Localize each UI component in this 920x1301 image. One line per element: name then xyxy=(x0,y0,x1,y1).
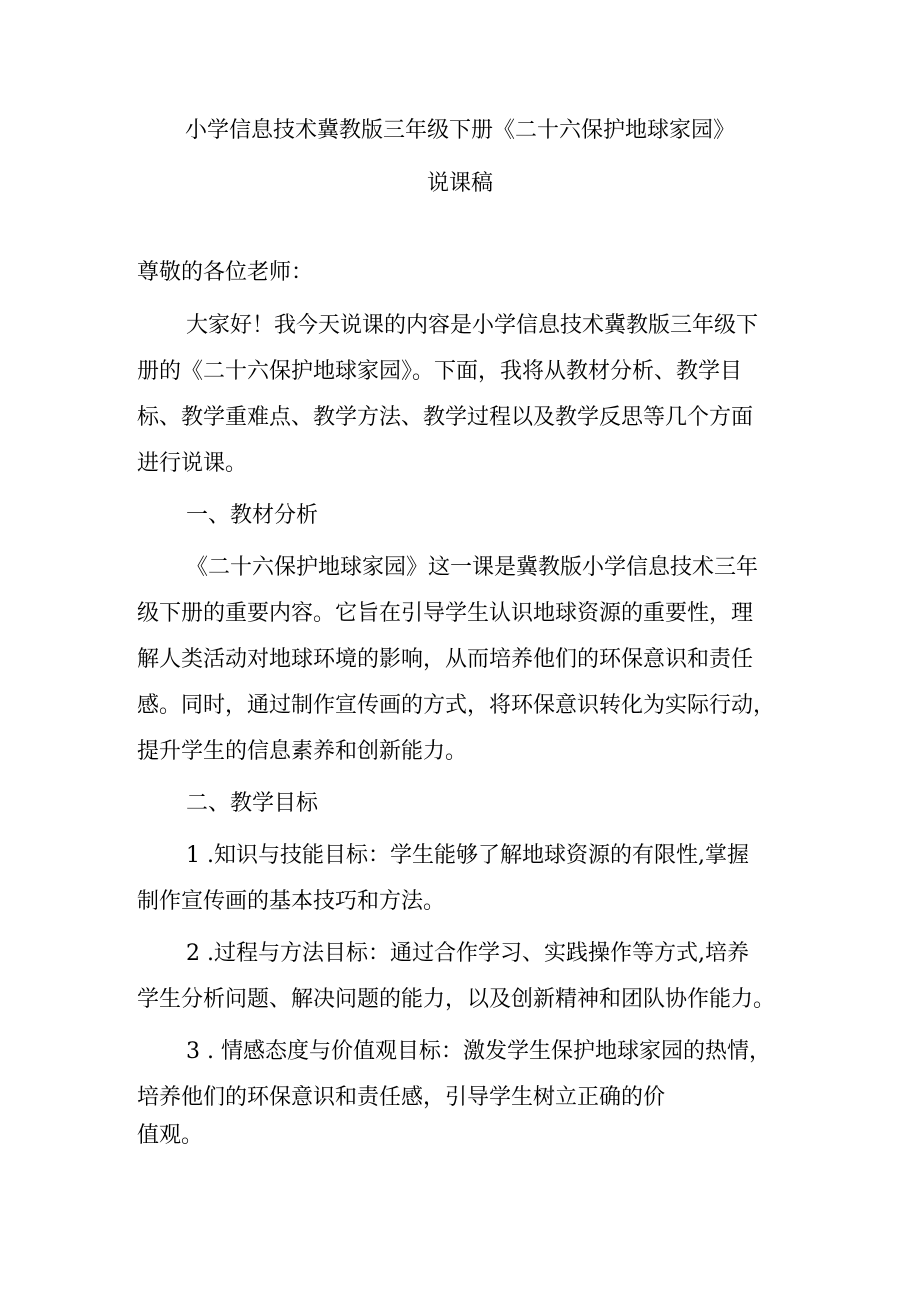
goal-line: 培养他们的环保意识和责任感，引导学生树立正确的价 xyxy=(137,1085,666,1110)
section-heading: 一、教材分析 xyxy=(186,503,319,528)
intro-line: 大家好！我今天说课的内容是小学信息技术冀教版三年级下 xyxy=(186,313,759,338)
intro-line: 册的《二十六保护地球家园》。下面，我将从教材分析、教学目 xyxy=(137,359,743,384)
goal-line: 学生分析问题、解决问题的能力，以及创新精神和团队协作能力。 xyxy=(137,987,776,1012)
document-subtitle: 说课稿 xyxy=(426,171,493,196)
goal-line: 3 . 情感态度与价值观目标：激发学生保护地球家园的热情， xyxy=(186,1039,771,1064)
intro-line: 进行说课。 xyxy=(137,451,248,476)
section-body-line: 提升学生的信息素养和创新能力。 xyxy=(137,739,468,764)
document-title: 小学信息技术冀教版三年级下册《二十六保护地球家园》 xyxy=(184,118,735,143)
goal-line: 1 .知识与技能目标：学生能够了解地球资源的有限性,掌握 xyxy=(186,843,749,868)
section-body-line: 感。同时，通过制作宣传画的方式，将环保意识转化为实际行动， xyxy=(137,693,776,718)
section-body-line: 解人类活动对地球环境的影响，从而培养他们的环保意识和责任 xyxy=(137,647,754,672)
goal-line: 值观。 xyxy=(137,1123,204,1148)
goal-line: 2 .过程与方法目标：通过合作学习、实践操作等方式,培养 xyxy=(186,941,749,966)
section-body-line: 级下册的重要内容。它旨在引导学生认识地球资源的重要性，理 xyxy=(137,601,754,626)
section-heading: 二、教学目标 xyxy=(186,791,319,816)
section-body-line: 《二十六保护地球家园》这一课是冀教版小学信息技术三年 xyxy=(186,555,759,580)
goal-line: 制作宣传画的基本技巧和方法。 xyxy=(137,889,446,914)
salutation: 尊敬的各位老师： xyxy=(137,260,314,285)
intro-line: 标、教学重难点、教学方法、教学过程以及教学反思等几个方面 xyxy=(137,405,754,430)
